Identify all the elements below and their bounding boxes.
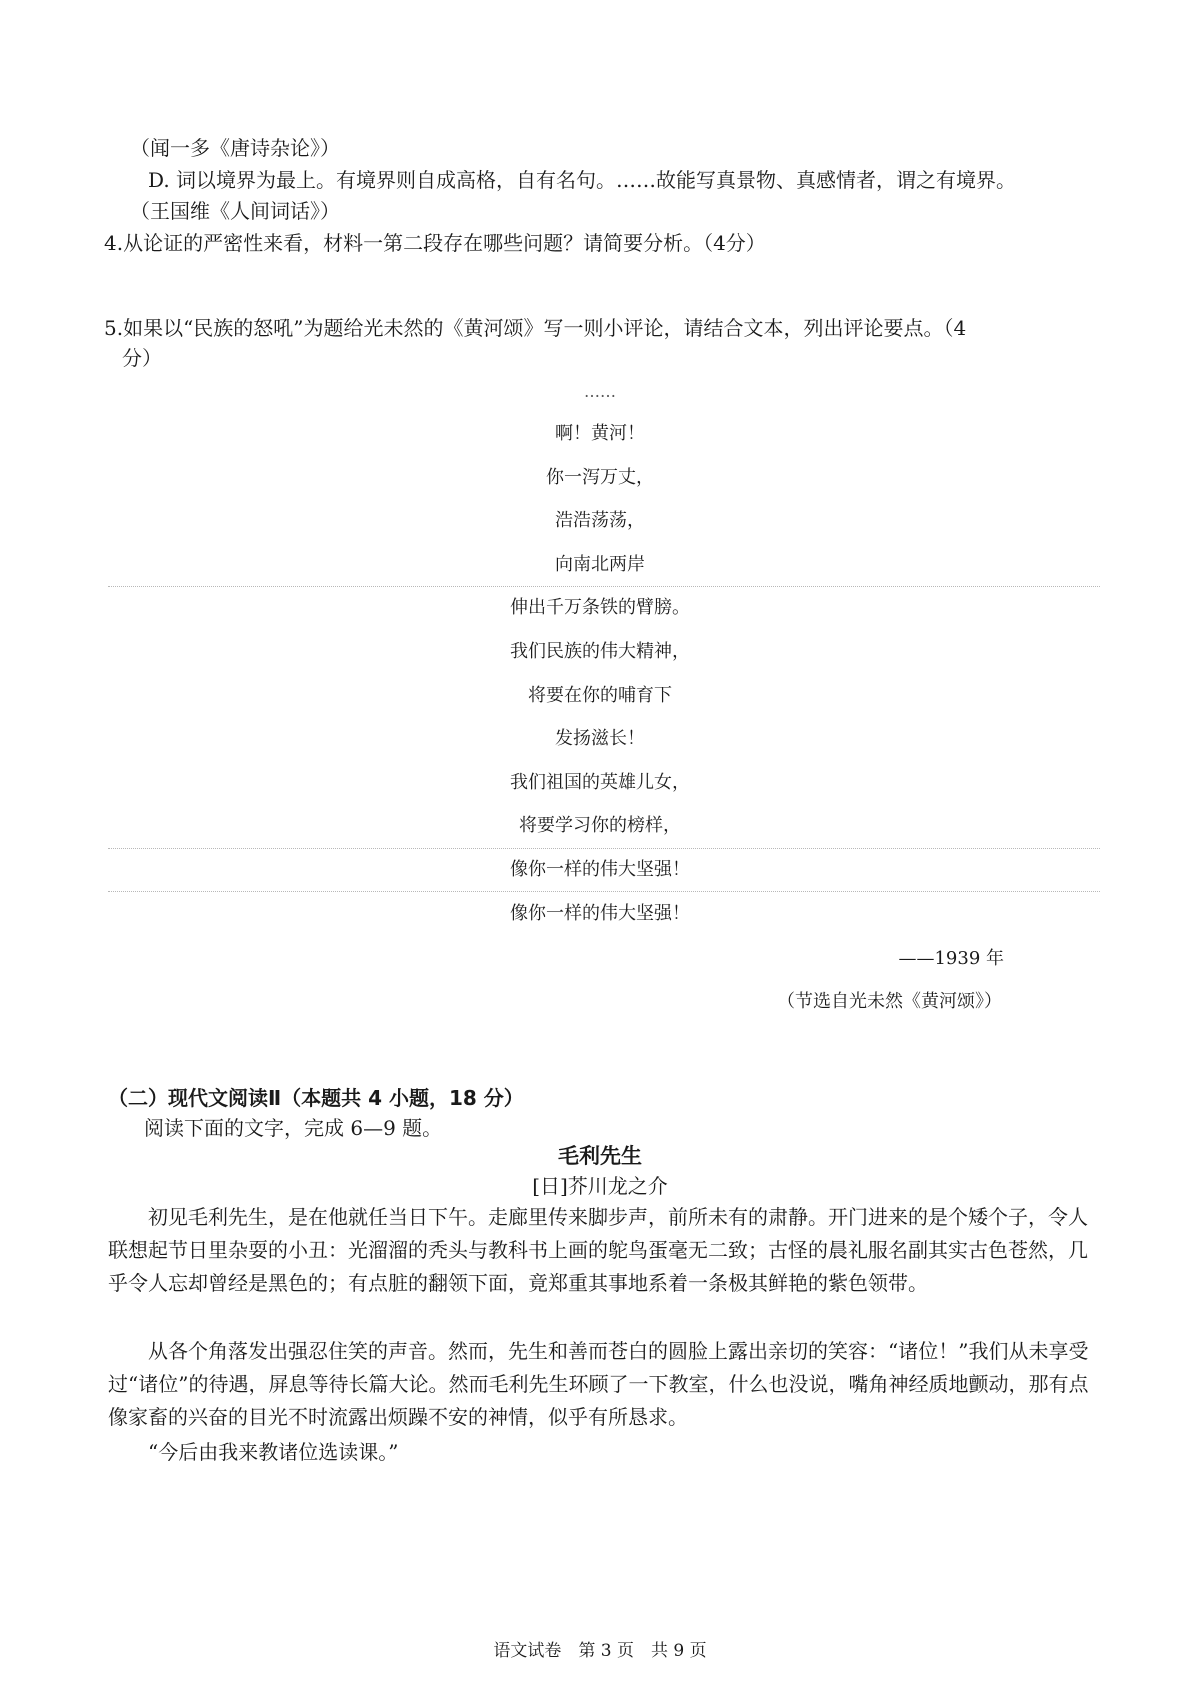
divider bbox=[108, 848, 1100, 849]
poem-line: 啊！黄河！ bbox=[555, 423, 645, 444]
story-paragraph: 初见毛利先生，是在他就任当日下午。走廊里传来脚步声，前所未有的肃静。开门进来的是个矮个子，令人联想起节日里杂耍的小丑：光溜溜的秃头与教科书上画的鸵鸟蛋毫无二致；古怪的晨礼服名副其实古色苍然，几乎令人忘却曾经是黑色的；有点脏的翻领下面，竟郑重其事地系着一条极其鲜艳的紫色领带。 bbox=[108, 1205, 1088, 1295]
story-title: 毛利先生 bbox=[558, 1144, 642, 1168]
question-5-line1: 5.如果以“民族的怒吼”为题给光未然的《黄河颂》写一则小评论，请结合文本，列出评论要点。（4 bbox=[104, 316, 967, 340]
story-paragraph: 从各个角落发出强忍住笑的声音。然而，先生和善而苍白的圆脸上露出亲切的笑容：“诸位！”我们从未享受过“诸位”的待遇，屏息等待长篇大论。然而毛利先生环顾了一下教室，什么也没说，嘴角神经质地颤动，那有点像家畜的兴奋的目光不时流露出烦躁不安的神情，似乎有所恳求。 bbox=[108, 1339, 1089, 1429]
divider bbox=[108, 891, 1100, 892]
poem-ellipsis: …… bbox=[584, 382, 616, 401]
story-author: [日]芥川龙之介 bbox=[532, 1174, 668, 1198]
poem-line: 将要在你的哺育下 bbox=[528, 684, 672, 706]
story-paragraph: “今后由我来教诸位选读课。” bbox=[148, 1440, 399, 1464]
poem-line: 发扬滋长！ bbox=[555, 728, 645, 750]
option-c-source: （闻一多《唐诗杂论》） bbox=[130, 136, 340, 160]
poem-line: 像你一样的伟大坚强！ bbox=[510, 902, 690, 924]
divider bbox=[108, 586, 1100, 587]
option-d: D. 词以境界为最上。有境界则自成高格，自有名句。……故能写真景物、真感情者，谓之有境界。 bbox=[148, 168, 1017, 192]
page-footer: 语文试卷 第 3 页 共 9 页 bbox=[493, 1641, 707, 1661]
question-4: 4.从论证的严密性来看，材料一第二段存在哪些问题？请简要分析。（4分） bbox=[104, 231, 766, 255]
poem-line: 将要学习你的榜样， bbox=[519, 815, 681, 837]
poem-line: 向南北两岸 bbox=[555, 553, 645, 575]
poem-line: 浩浩荡荡， bbox=[555, 510, 645, 532]
section-heading: （二）现代文阅读Ⅱ（本题共 4 小题，18 分） bbox=[108, 1086, 524, 1110]
question-5-line2: 分） bbox=[122, 346, 162, 370]
poem-line: 你一泻万丈， bbox=[546, 466, 654, 488]
poem-line: 像你一样的伟大坚强！ bbox=[510, 859, 690, 880]
option-d-source: （王国维《人间词话》） bbox=[130, 199, 340, 223]
section-instruction: 阅读下面的文字，完成 6—9 题。 bbox=[144, 1116, 443, 1140]
poem-line: 伸出千万条铁的臂膀。 bbox=[510, 597, 690, 619]
poem-line: 我们民族的伟大精神， bbox=[510, 641, 690, 662]
poem-source: （节选自光未然《黄河颂》） bbox=[777, 991, 1002, 1012]
poem-line: 我们祖国的英雄儿女， bbox=[510, 771, 690, 793]
poem-date: ——1939 年 bbox=[898, 948, 1004, 969]
